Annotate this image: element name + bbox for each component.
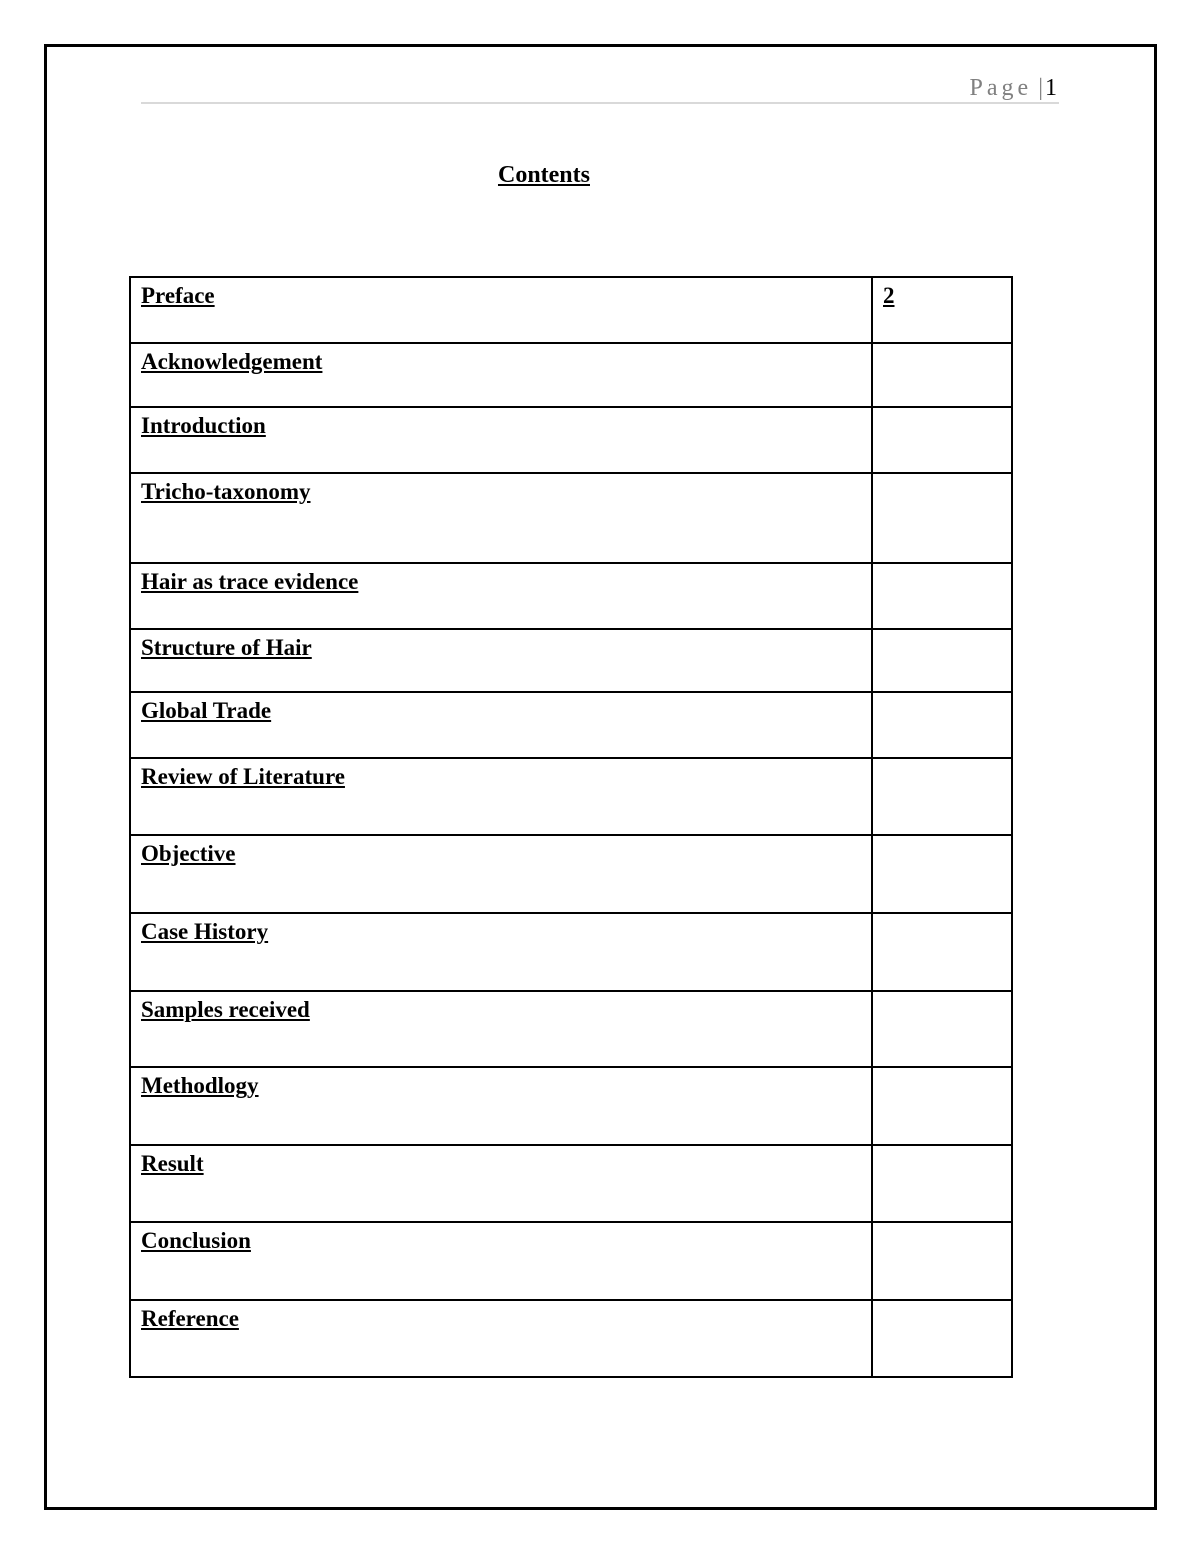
toc-entry-link[interactable]: Objective: [141, 841, 236, 866]
table-row: [130, 563, 1012, 629]
toc-entry-page: [872, 1067, 1012, 1145]
toc-entry-page: [872, 758, 1012, 835]
contents-title: Contents: [497, 162, 590, 188]
toc-entry-link[interactable]: Review of Literature: [141, 764, 345, 789]
table-row: [130, 629, 1012, 692]
toc-entry-link[interactable]: Preface: [141, 283, 215, 308]
toc-entry-link[interactable]: Structure of Hair: [141, 635, 312, 660]
toc-entry-link[interactable]: Introduction: [141, 413, 266, 438]
toc-entry-page: [872, 343, 1012, 407]
page-word: Page: [969, 75, 1033, 101]
toc-entry-page: [872, 1145, 1012, 1222]
toc-entry-page: [872, 277, 1012, 343]
toc-entry-title: [130, 991, 872, 1067]
table-row: [130, 343, 1012, 407]
contents-table: [129, 276, 1013, 1378]
toc-entry-title: [130, 758, 872, 835]
toc-entry-title: [130, 1222, 872, 1300]
toc-entry-page: [872, 473, 1012, 563]
toc-entry-title: [130, 913, 872, 991]
toc-entry-link[interactable]: Samples received: [141, 997, 310, 1022]
toc-entry-title: [130, 563, 872, 629]
toc-entry-link[interactable]: Result: [141, 1151, 204, 1176]
page-number-label: [970, 74, 1057, 102]
table-row: [130, 407, 1012, 473]
table-row: [130, 835, 1012, 913]
toc-entry-link[interactable]: Methodlogy: [141, 1073, 259, 1098]
table-row: [130, 1300, 1012, 1377]
toc-entry-title: [130, 277, 872, 343]
toc-entry-link[interactable]: Acknowledgement: [141, 349, 323, 374]
page-separator: |: [1038, 75, 1043, 101]
table-row: [130, 758, 1012, 835]
toc-entry-title: [130, 629, 872, 692]
toc-entry-title: [130, 835, 872, 913]
toc-entry-page: [872, 629, 1012, 692]
toc-entry-title: [130, 1145, 872, 1222]
toc-entry-page: [872, 1300, 1012, 1377]
toc-entry-title: [130, 1067, 872, 1145]
toc-entry-page: [872, 407, 1012, 473]
toc-entry-page: [872, 835, 1012, 913]
toc-entry-page: [872, 1222, 1012, 1300]
toc-entry-link[interactable]: Reference: [141, 1306, 239, 1331]
toc-entry-link[interactable]: Conclusion: [141, 1228, 251, 1253]
toc-entry-link[interactable]: Global Trade: [141, 698, 272, 723]
toc-entry-page: [872, 563, 1012, 629]
table-row: [130, 692, 1012, 758]
toc-entry-title: [130, 692, 872, 758]
table-row: [130, 473, 1012, 563]
toc-entry-title: [130, 1300, 872, 1377]
toc-entry-title: [130, 343, 872, 407]
toc-page-link[interactable]: 2: [883, 283, 895, 308]
table-row: [130, 991, 1012, 1067]
table-row: [130, 277, 1012, 343]
page-number: 1: [1045, 75, 1057, 101]
toc-entry-link[interactable]: Tricho-taxonomy: [141, 479, 311, 504]
table-row: [130, 1145, 1012, 1222]
toc-entry-link[interactable]: Case History: [141, 919, 269, 944]
table-row: [130, 913, 1012, 991]
toc-entry-page: [872, 991, 1012, 1067]
table-row: [130, 1067, 1012, 1145]
toc-entry-page: [872, 913, 1012, 991]
toc-entry-link[interactable]: Hair as trace evidence: [141, 569, 359, 594]
toc-entry-title: [130, 473, 872, 563]
table-row: [130, 1222, 1012, 1300]
toc-entry-title: [130, 407, 872, 473]
page-header: [141, 74, 1059, 104]
toc-entry-page: [872, 692, 1012, 758]
